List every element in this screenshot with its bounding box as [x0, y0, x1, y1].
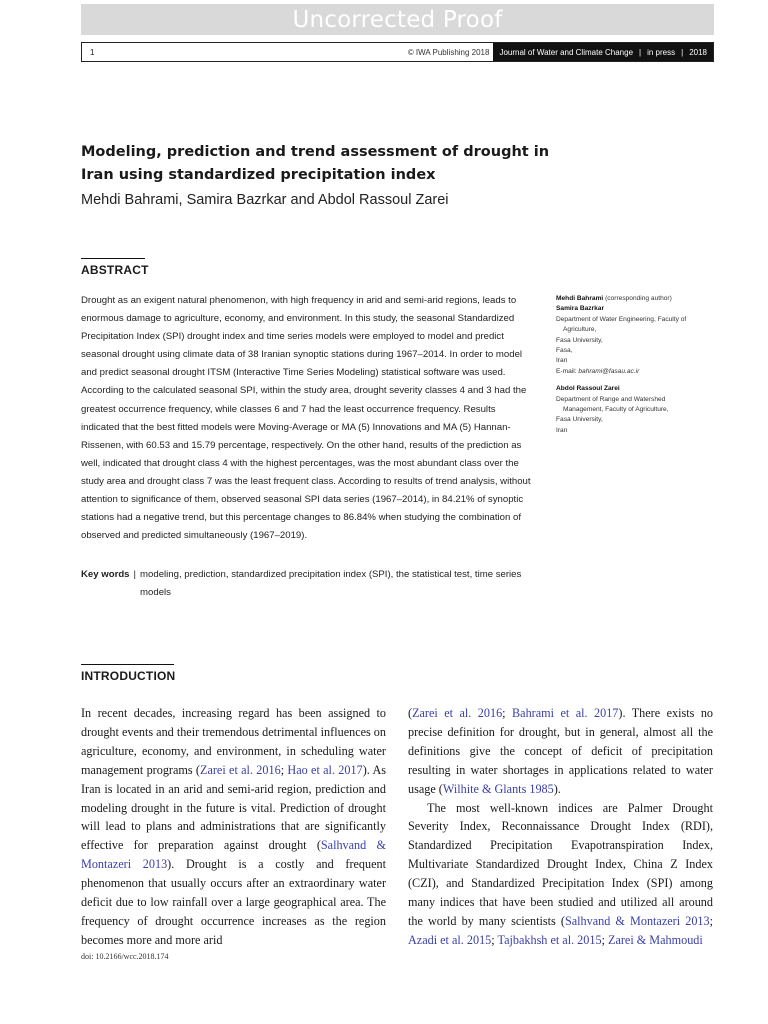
- text: ;: [709, 913, 713, 928]
- country: Iran: [556, 426, 568, 434]
- city: Fasa,: [556, 347, 573, 355]
- copyright: © IWA Publishing 2018: [407, 47, 490, 57]
- citation-link[interactable]: Tajbakhsh et al. 2015: [497, 932, 602, 947]
- abstract-rule: [81, 258, 145, 259]
- citation-link[interactable]: Salhvand & Montazeri 2013: [564, 913, 710, 928]
- text: The most well-known indices are Palmer Drought Severity Index, Reconnaissance Drought Index (RDI), Standardized Precipitation Evapotranspiration Index, Multivariate Standardized Drought Index, China Z Index (CZI), and Standardized Precipitation Index (SPI) among many indices that have been studied and utilized all around the world by many scientists (: [408, 800, 713, 928]
- abstract-heading: ABSTRACT: [81, 263, 149, 277]
- uncorrected-proof-banner: [81, 4, 714, 35]
- introduction-rule: [81, 664, 174, 665]
- intro-column-left: [81, 704, 386, 950]
- keywords: [81, 566, 533, 602]
- doi: doi: 10.2166/wcc.2018.174: [81, 952, 169, 961]
- department: Department of Range and Watershed: [556, 395, 666, 403]
- text: In recent decades, increasing regard has been assigned to drought events and their tremendous detrimental influences on agriculture, economy, and environment, in scheduling water management programs (: [81, 706, 386, 777]
- text: (: [408, 706, 413, 720]
- keywords-label: Key words: [81, 569, 130, 580]
- separator: |: [639, 47, 642, 57]
- author-affiliations: [556, 294, 716, 436]
- title-line: Modeling, prediction and trend assessment of drought in: [81, 144, 550, 160]
- citation-link[interactable]: Zarei et al. 2016: [200, 762, 281, 777]
- department: Agriculture,: [563, 326, 597, 334]
- author-name: Abdol Rassoul Zarei: [556, 385, 620, 393]
- journal-info: [493, 43, 713, 61]
- citation-link[interactable]: Bahrami et al. 2017: [512, 706, 619, 720]
- intro-paragraph: [408, 799, 713, 950]
- text: ). There exists no precise definition for drought, but in general, almost all the definitions give the concept of deficit of precipitation resulting in water shortages in applications related to water usage (: [408, 706, 714, 796]
- authors: Mehdi Bahrami, Samira Bazrkar and Abdol Rassoul Zarei: [81, 192, 449, 208]
- banner-text: Uncorrected Proof: [292, 6, 503, 33]
- separator: |: [681, 47, 684, 57]
- keywords-list: modeling, prediction, standardized precipitation index (SPI), the statistical test, time series models: [140, 569, 522, 599]
- abstract-text: Drought as an exigent natural phenomenon, with high frequency in arid and semi-arid regions, leads to enormous damage to agriculture, economy, and environment. In this study, the seasonal Standardized Precipitation Index (SPI) drought index and time series models were employed to model and predict seasonal drought using climate data of 38 Iranian synoptic stations during 1967–2014. In order to model and predict seasonal drought ITSM (Interactive Time Series Modeling) statistical software was used. According to the calculated seasonal SPI, within the study area, drought severity classes 4 and 3 had the greatest occurrence frequency, while classes 6 and 7 had the least occurrence frequency. Results indicated that the best fitted models were Moving-Average or MA (5) Innovations and MA (5) Hannan-Rissenen, with 60.53 and 15.79 percentage, respectively. On the other hand, results of the prediction as well, indicated that drought class 4 with the highest percentages, was the most abundant class over the study area and drought class 7 was the least frequent class. According to results of trend analysis, without attention to significance of them, observed seasonal SPI data series (1967–2014), in 84.21% of synoptic stations had a negative trend, but this percentage changes to 86.84% when studying the combination of observed and predicted simultaneously (1967–2019).: [81, 295, 531, 542]
- title-line: Iran using standardized precipitation index: [81, 167, 436, 183]
- citation-link[interactable]: Salhvand & Montazeri 2013: [81, 838, 386, 872]
- text: ). Drought is a costly and frequent phenomenon that usually occurs after an extraordinary water deficit due to low rainfall over a large geographical area. The frequency of drought occurrence increases as the region becomes more and more arid: [81, 857, 386, 947]
- text: ;: [601, 932, 608, 947]
- author-name: Mehdi Bahrami: [556, 295, 604, 302]
- journal-header: [81, 42, 714, 62]
- university: Fasa University,: [556, 416, 603, 424]
- journal-year: 2018: [689, 47, 707, 57]
- text: ). As Iran is located in an arid and semi-arid region, prediction and modeling drought in the future is vital. Prediction of drought will lead to plans and administrations that are significantly effective for preparation against drought (: [81, 762, 386, 853]
- text: ;: [502, 706, 513, 720]
- journal-name: Journal of Water and Climate Change: [499, 47, 634, 57]
- department: Department of Water Engineering, Faculty of: [556, 315, 687, 323]
- author-name: Samira Bazrkar: [556, 305, 605, 313]
- citation-link[interactable]: Azadi et al. 2015: [408, 932, 492, 947]
- citation-link[interactable]: Zarei et al. 2016: [412, 706, 503, 720]
- department: Management, Faculty of Agriculture,: [563, 406, 669, 414]
- article-title: [81, 141, 561, 187]
- country: Iran: [556, 357, 568, 365]
- intro-column-right: [408, 704, 713, 950]
- text: ).: [553, 781, 561, 796]
- email-label: E-mail:: [556, 367, 579, 375]
- email-link[interactable]: bahrami@fasau.ac.ir: [578, 367, 640, 375]
- text: ;: [280, 762, 288, 777]
- citation-link[interactable]: Zarei & Mahmoudi: [608, 932, 703, 947]
- university: Fasa University,: [556, 336, 603, 344]
- introduction-heading: INTRODUCTION: [81, 669, 176, 683]
- citation-link[interactable]: Hao et al. 2017: [287, 762, 363, 777]
- citation-link[interactable]: Wilhite & Glants 1985: [442, 781, 554, 796]
- page-number: 1: [90, 47, 95, 57]
- corresponding-note: (corresponding author): [603, 295, 672, 302]
- separator: |: [133, 569, 137, 580]
- intro-paragraph: [408, 704, 713, 799]
- intro-paragraph: [81, 704, 386, 950]
- text: ;: [491, 932, 498, 947]
- journal-status: in press: [647, 47, 676, 57]
